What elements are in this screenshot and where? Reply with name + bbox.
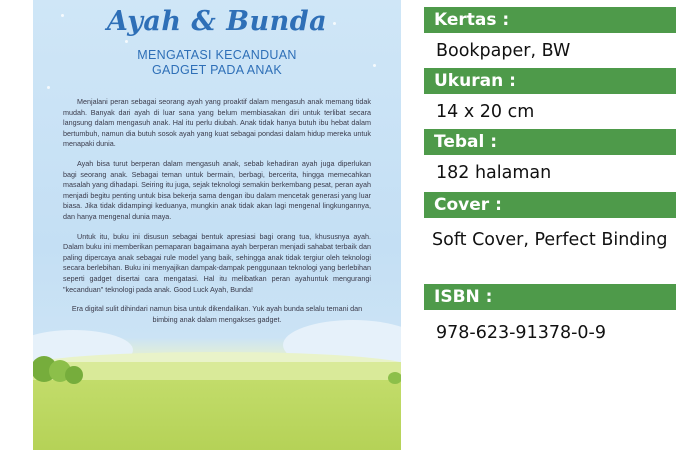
book-blurb — [63, 97, 371, 334]
blurb-paragraph: Ayah bisa turut berperan dalam mengasuh anak, sebab kehadiran ayah juga diperlukan bagi seorang anak. Sebagai teman untuk bermain, berbagi, bercerita, hingga memecahkan masalah yang dihadapi. Seiring itu juga, sejak teknologi semakin berkembang pesat, peran ayah menjadi begitu penting untuk bisa bekerja sama dengan ibu dalam mencetak generasi yang luar biasa. Jika tidak didampingi keduanya, mungkin anak tidak akan lagi mengenal lingkungannya, dan hanya mengenal dunia maya. — [63, 158, 371, 221]
blurb-closing: Era digital sulit dihindari namun bisa untuk dikendalikan. Yuk ayah bunda selalu temani dan bimbing anak dalam mengakses gadget. — [71, 304, 363, 324]
spec-value-kertas: Bookpaper, BW — [436, 41, 571, 61]
book-title: Ayah & Bunda — [106, 6, 328, 37]
spec-label-ukuran: Ukuran : — [424, 68, 676, 94]
spec-value-tebal: 182 halaman — [436, 163, 552, 183]
spec-value-isbn: 978-623-91378-0-9 — [436, 323, 607, 343]
spec-value-ukuran: 14 x 20 cm — [436, 102, 535, 122]
bush-decoration — [65, 366, 83, 384]
star-decoration — [125, 40, 128, 43]
bush-decoration — [388, 372, 401, 384]
spec-label-cover: Cover : — [424, 192, 676, 218]
book-back-cover — [33, 0, 401, 450]
book-subtitle-line1: MENGATASI KECANDUAN — [137, 48, 297, 62]
book-subtitle — [33, 48, 401, 78]
blurb-paragraph: Untuk itu, buku ini disusun sebagai bentuk apresiasi bagi orang tua, khususnya ayah. Dalam buku ini memberikan pemaparan bagaimana ayah berperan menjadi sahabat terbaik dan paling dipercaya anak sebagai rule model yang baik, sehingga anak tidak tergiur oleh teknologi secara berlebihan. Buku ini menyajikan dampak-dampak penggunaan teknologi yang berlebihan seperti gadget disertai cara mengatasi. Hal itu melibatkan peran ayahuntuk mengurangi "kecanduan" teknologi pada anak. Good Luck Ayah, Bunda! — [63, 231, 371, 294]
spec-value-cover: Soft Cover, Perfect Binding — [432, 230, 668, 250]
grass-field — [33, 380, 401, 450]
book-subtitle-line2: GADGET PADA ANAK — [151, 63, 283, 77]
spec-label-kertas: Kertas : — [424, 7, 676, 33]
spec-label-tebal: Tebal : — [424, 129, 676, 155]
star-decoration — [47, 86, 50, 89]
spec-label-isbn: ISBN : — [424, 284, 676, 310]
blurb-paragraph: Menjalani peran sebagai seorang ayah yang proaktif dalam mengasuh anak memang tidak mudah. Banyak dari ayah di luar sana yang belum membiasakan diri untuk terlibat secara langsung dalam mengasuh anak. Hal itu perlu diubah. Anak tidak hanya butuh ibu hebat dalam bertumbuh, namun dia butuh sosok ayah yang kuat sebagai pondasi dalam hidup mereka untuk menapaki dunia. — [63, 97, 371, 149]
